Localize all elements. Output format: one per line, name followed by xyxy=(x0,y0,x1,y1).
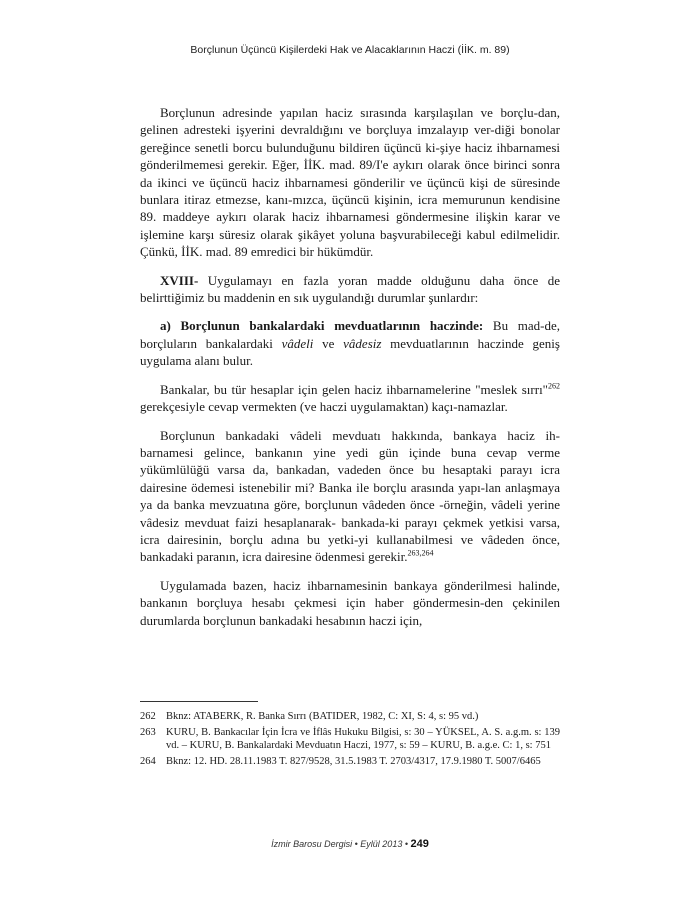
footnote-item xyxy=(140,710,560,724)
footnotes xyxy=(140,710,560,770)
paragraph-6: Uygulamada bazen, haciz ihbarnamesinin bankaya gönderilmesi halinde, bankanın borçluya hesabı çekmesi için haber göndermesin-den çekinilen durumlarda borçlunun bankadaki hesabının haczi için, xyxy=(140,577,560,628)
paragraph-2-text: Uygulamayı en fazla yoran madde olduğunu daha önce de belirttiğimiz bu maddenin en sık uygulandığı durumlar şunlardır: xyxy=(140,272,560,306)
footnote-item xyxy=(140,726,560,753)
paragraph-3-and: ve xyxy=(313,335,344,351)
subsection-heading: a) Borçlunun bankalardaki mevduatlarının haczinde: xyxy=(160,318,484,334)
footnote-ref-262[interactable]: 262 xyxy=(548,381,560,391)
paragraph-4-text-a: Bankalar, bu tür hesaplar için gelen haciz ihbarnamelerine "meslek sırrı" xyxy=(160,381,548,397)
term-vadeli: vâdeli xyxy=(281,335,314,351)
paragraph-3-text-a: Bu mad-de, borçluların bankalardaki xyxy=(140,318,560,351)
paragraph-5 xyxy=(140,427,560,566)
running-header: Borçlunun Üçüncü Kişilerdeki Hak ve Alacaklarının Haczi (İİK. m. 89) xyxy=(190,44,510,56)
footnote-text: KURU, B. Bankacılar İçin İcra ve İflâs Hukuku Bilgisi, s: 30 – YÜKSEL, A. S. a.g.m. s: 139 vd. – KURU, B. Bankalardaki Mevduatın Haczi, 1977, s: 59 – KURU, B. a.g.e. C: 1, s: 751 xyxy=(166,726,560,752)
paragraph-4 xyxy=(140,381,560,416)
footnote-number: 263 xyxy=(140,726,156,738)
body-text xyxy=(140,104,560,640)
footnote-item xyxy=(140,755,560,769)
paragraph-4-text-b: gerekçesiyle cevap vermekten (ve haczi uygulamaktan) kaçı-namazlar. xyxy=(140,399,508,415)
footnote-number: 262 xyxy=(140,711,156,722)
footnote-divider xyxy=(140,701,258,702)
paragraph-1: Borçlunun adresinde yapılan haciz sırasında karşılaşılan ve borçlu-dan, gelinen adresteki işyerini devraldığını ve borçluya imzalayıp ver-diği bonolar gereğince senetli borcu bulunduğunu bildiren üçüncü ki-şiye haciz ihbarnamesi gönderilmemesi gerekir. Eğer, İİK. mad. 89/I'e aykırı olarak önce birinci sonra da ikinci ve üçüncü haciz ihbarnamesi gönderilir ve üçüncü kişi de süresinde bunlara itiraz etmezse, kanı-mızca, üçüncü kişinin, icra memurunun kendisine 89. maddeye aykırı olarak haciz ihbarnamesi göndermesine ilişkin karar ve işlemine karşı süresiz olarak şikâyet yoluna başvurabileceği kabul edilmelidir. Çünkü, İİK. mad. 89 emredici bir hükümdür. xyxy=(140,105,560,260)
section-number: XVIII- xyxy=(160,272,199,288)
footnote-text: Bknz: ATABERK, R. Banka Sırrı (BATIDER, 1982, C: XI, S: 4, s: 95 vd.) xyxy=(166,711,479,722)
footnote-text: Bknz: 12. HD. 28.11.1983 T. 827/9528, 31.5.1983 T. 2703/4317, 17.9.1980 T. 5007/6465 xyxy=(166,755,541,767)
paragraph-5-text: Borçlunun bankadaki vâdeli mevduatı hakkında, bankaya haciz ih-barnamesi gelince, bankanın yine yedi gün içinde buna cevap verme yükümlülüğü varsa da, bankadan, vadeden önce bu hesaptaki parayı icra dairesine ödemesi istenebilir mi? Banka ile borçlu arasında yapı-lan anlaşmaya ya da banka mevzuatına göre, borçlunun vâdeden önce -örneğin, vâdeli yerine vâdesiz mevduat faizi hesaplanarak- bankada-ki parayı çekmek yetkisi varsa, icra dairesinin, borçlu adına bu yetki-yi kullanabilmesi ve vâdeden önce, bankadaki paranın, icra dairesine ödenmesi gerekir. xyxy=(140,427,560,565)
footnote-number: 264 xyxy=(140,755,156,767)
journal-citation: İzmir Barosu Dergisi • Eylül 2013 • xyxy=(271,839,408,849)
paragraph-2 xyxy=(140,272,560,307)
paragraph-3 xyxy=(140,317,560,369)
paragraph-3-text-b: mevduatlarının haczinde geniş uygulama alanı bulur. xyxy=(140,335,560,369)
page-footer xyxy=(0,838,700,850)
term-vadesiz: vâdesiz xyxy=(343,335,382,351)
footnote-ref-263-264[interactable]: 263,264 xyxy=(407,549,434,559)
page-number: 249 xyxy=(410,838,429,850)
